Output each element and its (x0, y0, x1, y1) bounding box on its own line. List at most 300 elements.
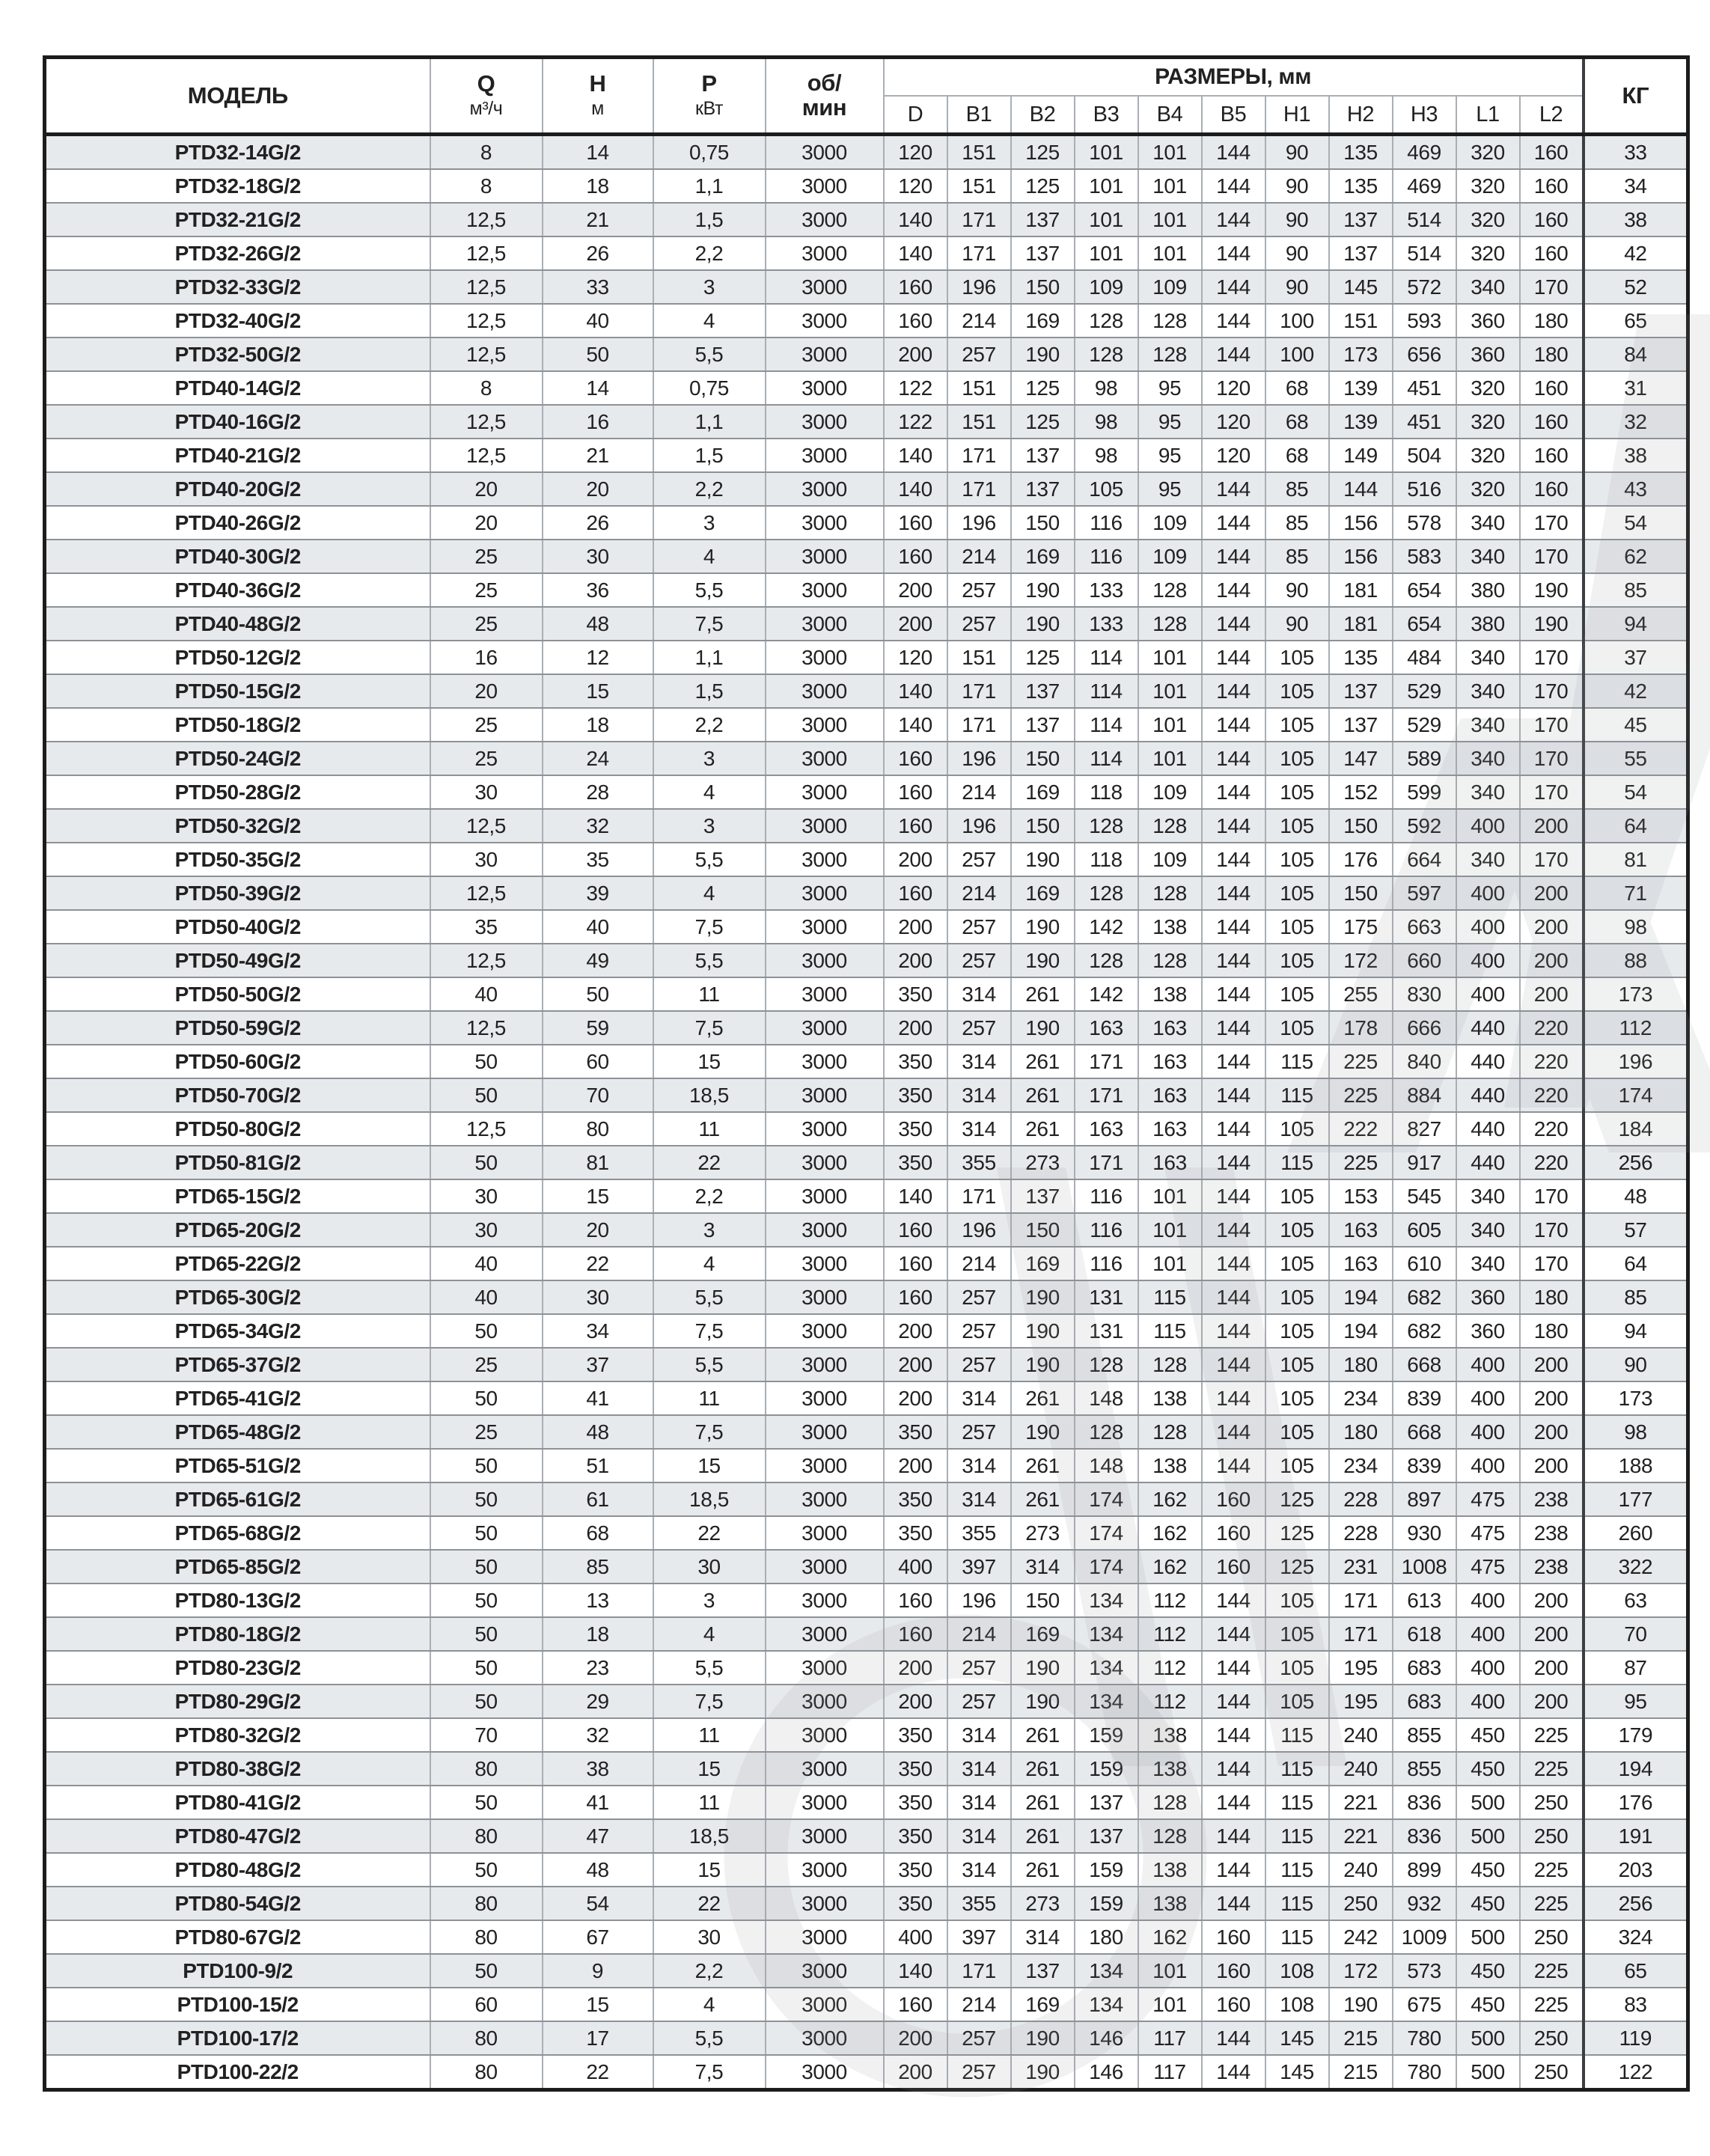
table-body (45, 135, 1688, 2090)
dim-b5-cell: 144 (1202, 1146, 1265, 1179)
dim-d-cell: 140 (884, 472, 947, 506)
kg-cell: 179 (1584, 1718, 1688, 1752)
rpm-cell: 3000 (766, 1550, 884, 1584)
dim-l1-cell: 320 (1456, 405, 1520, 439)
dim-b2-cell: 137 (1011, 708, 1075, 742)
model-cell: PTD32-14G/2 (45, 135, 430, 170)
q-cell: 25 (430, 573, 543, 607)
dim-l2-cell: 250 (1520, 1819, 1584, 1853)
dim-h3-cell: 666 (1393, 1011, 1456, 1045)
q-cell: 12,5 (430, 270, 543, 304)
dim-d-cell: 200 (884, 1449, 947, 1482)
dim-b4-cell: 138 (1138, 1381, 1202, 1415)
dim-l2-cell: 250 (1520, 2021, 1584, 2055)
dim-l2-cell: 200 (1520, 1651, 1584, 1685)
p-cell: 11 (653, 977, 766, 1011)
kg-cell: 48 (1584, 1179, 1688, 1213)
table-row (45, 1314, 1688, 1348)
dim-h1-cell: 90 (1265, 270, 1329, 304)
dim-b2-cell: 261 (1011, 1112, 1075, 1146)
dim-h2-cell: 234 (1329, 1381, 1393, 1415)
dim-l2-cell: 200 (1520, 876, 1584, 910)
dim-h1-cell: 108 (1265, 1988, 1329, 2021)
table-row (45, 809, 1688, 843)
column-header-b1: B1 (947, 96, 1011, 135)
dim-h2-cell: 250 (1329, 1887, 1393, 1920)
dim-b2-cell: 190 (1011, 910, 1075, 944)
model-cell: PTD40-26G/2 (45, 506, 430, 540)
table-row (45, 1853, 1688, 1887)
dim-h3-cell: 597 (1393, 876, 1456, 910)
dim-h1-cell: 105 (1265, 1213, 1329, 1247)
dim-b5-cell: 160 (1202, 1988, 1265, 2021)
q-label: Q (477, 70, 495, 97)
q-cell: 50 (430, 1584, 543, 1617)
dim-h2-cell: 152 (1329, 775, 1393, 809)
dim-b3-cell: 114 (1075, 641, 1138, 674)
dim-b5-cell: 144 (1202, 1718, 1265, 1752)
dim-b3-cell: 128 (1075, 876, 1138, 910)
q-cell: 50 (430, 1516, 543, 1550)
dim-b1-cell: 171 (947, 439, 1011, 472)
kg-cell: 42 (1584, 236, 1688, 270)
dim-d-cell: 160 (884, 304, 947, 338)
dim-h1-cell: 105 (1265, 742, 1329, 775)
h-cell: 67 (543, 1920, 653, 1954)
column-header-b3: B3 (1075, 96, 1138, 135)
h-cell: 50 (543, 338, 653, 371)
dim-h2-cell: 150 (1329, 809, 1393, 843)
h-cell: 15 (543, 674, 653, 708)
dim-b1-cell: 196 (947, 1213, 1011, 1247)
column-header-model: МОДЕЛЬ (45, 58, 430, 135)
p-cell: 11 (653, 1381, 766, 1415)
dim-h1-cell: 105 (1265, 1247, 1329, 1280)
dim-b3-cell: 142 (1075, 910, 1138, 944)
kg-cell: 65 (1584, 304, 1688, 338)
dim-b3-cell: 174 (1075, 1516, 1138, 1550)
rpm-cell: 3000 (766, 338, 884, 371)
dim-b4-cell: 109 (1138, 843, 1202, 876)
dim-h1-cell: 115 (1265, 1920, 1329, 1954)
dim-h3-cell: 1008 (1393, 1550, 1456, 1584)
h-cell: 18 (543, 708, 653, 742)
dim-d-cell: 200 (884, 1314, 947, 1348)
model-cell: PTD65-34G/2 (45, 1314, 430, 1348)
q-cell: 50 (430, 1853, 543, 1887)
dim-l2-cell: 170 (1520, 1179, 1584, 1213)
dim-l1-cell: 400 (1456, 977, 1520, 1011)
dim-l2-cell: 170 (1520, 641, 1584, 674)
h-cell: 12 (543, 641, 653, 674)
dim-h3-cell: 682 (1393, 1280, 1456, 1314)
kg-cell: 83 (1584, 1988, 1688, 2021)
dim-l2-cell: 170 (1520, 775, 1584, 809)
dim-b5-cell: 144 (1202, 1045, 1265, 1078)
h-label: Н (589, 70, 606, 97)
dim-d-cell: 200 (884, 2055, 947, 2090)
dim-l1-cell: 340 (1456, 270, 1520, 304)
rpm-cell: 3000 (766, 1819, 884, 1853)
dim-h2-cell: 255 (1329, 977, 1393, 1011)
rpm-cell: 3000 (766, 2055, 884, 2090)
dim-h3-cell: 592 (1393, 809, 1456, 843)
model-cell: PTD50-81G/2 (45, 1146, 430, 1179)
dim-b1-cell: 151 (947, 641, 1011, 674)
q-cell: 40 (430, 1280, 543, 1314)
dim-d-cell: 350 (884, 1718, 947, 1752)
dim-b5-cell: 144 (1202, 169, 1265, 203)
dim-d-cell: 160 (884, 809, 947, 843)
dim-l2-cell: 225 (1520, 1853, 1584, 1887)
rpm-cell: 3000 (766, 876, 884, 910)
model-cell: PTD80-41G/2 (45, 1786, 430, 1819)
dim-b2-cell: 169 (1011, 540, 1075, 573)
dim-h2-cell: 150 (1329, 876, 1393, 910)
dim-b2-cell: 125 (1011, 371, 1075, 405)
dim-h1-cell: 105 (1265, 977, 1329, 1011)
p-cell: 5,5 (653, 573, 766, 607)
dim-h1-cell: 125 (1265, 1516, 1329, 1550)
dim-l2-cell: 160 (1520, 169, 1584, 203)
dim-l2-cell: 225 (1520, 1887, 1584, 1920)
h-cell: 32 (543, 1718, 653, 1752)
dim-b5-cell: 144 (1202, 775, 1265, 809)
h-cell: 30 (543, 1280, 653, 1314)
p-cell: 1,5 (653, 674, 766, 708)
table-row (45, 203, 1688, 236)
q-cell: 50 (430, 1550, 543, 1584)
h-unit: м (591, 97, 604, 119)
dim-b2-cell: 190 (1011, 843, 1075, 876)
dim-b2-cell: 137 (1011, 674, 1075, 708)
dim-d-cell: 350 (884, 1078, 947, 1112)
dim-b4-cell: 162 (1138, 1920, 1202, 1954)
q-cell: 50 (430, 1078, 543, 1112)
table-row (45, 1381, 1688, 1415)
dim-h3-cell: 572 (1393, 270, 1456, 304)
dim-b1-cell: 257 (947, 1011, 1011, 1045)
h-cell: 18 (543, 1617, 653, 1651)
h-cell: 33 (543, 270, 653, 304)
rpm-cell: 3000 (766, 1988, 884, 2021)
dim-h2-cell: 240 (1329, 1752, 1393, 1786)
h-cell: 41 (543, 1381, 653, 1415)
dim-b3-cell: 171 (1075, 1146, 1138, 1179)
table-row (45, 405, 1688, 439)
dim-b2-cell: 150 (1011, 742, 1075, 775)
dim-h2-cell: 231 (1329, 1550, 1393, 1584)
table-row (45, 338, 1688, 371)
dim-h1-cell: 90 (1265, 135, 1329, 170)
dim-b2-cell: 150 (1011, 1584, 1075, 1617)
dim-h1-cell: 105 (1265, 708, 1329, 742)
model-cell: PTD50-49G/2 (45, 944, 430, 977)
q-cell: 80 (430, 1920, 543, 1954)
dim-b1-cell: 257 (947, 338, 1011, 371)
dim-h1-cell: 90 (1265, 203, 1329, 236)
dim-l1-cell: 360 (1456, 304, 1520, 338)
rpm-cell: 3000 (766, 472, 884, 506)
dim-b5-cell: 144 (1202, 809, 1265, 843)
dim-h2-cell: 149 (1329, 439, 1393, 472)
h-cell: 68 (543, 1516, 653, 1550)
dim-l1-cell: 340 (1456, 843, 1520, 876)
h-cell: 81 (543, 1146, 653, 1179)
dim-b5-cell: 144 (1202, 1449, 1265, 1482)
table-row (45, 1651, 1688, 1685)
model-cell: PTD80-13G/2 (45, 1584, 430, 1617)
h-cell: 14 (543, 135, 653, 170)
dim-l1-cell: 500 (1456, 2055, 1520, 2090)
dim-l1-cell: 380 (1456, 573, 1520, 607)
p-label: Р (701, 70, 717, 97)
dim-b4-cell: 163 (1138, 1112, 1202, 1146)
dim-l2-cell: 170 (1520, 1213, 1584, 1247)
dim-l2-cell: 170 (1520, 540, 1584, 573)
dim-b4-cell: 112 (1138, 1651, 1202, 1685)
kg-cell: 54 (1584, 775, 1688, 809)
model-cell: PTD50-28G/2 (45, 775, 430, 809)
column-header-rpm (766, 58, 884, 135)
p-cell: 22 (653, 1887, 766, 1920)
model-cell: PTD50-32G/2 (45, 809, 430, 843)
dim-b4-cell: 101 (1138, 135, 1202, 170)
dim-h2-cell: 180 (1329, 1348, 1393, 1381)
dim-b5-cell: 144 (1202, 1752, 1265, 1786)
column-header-l2: L2 (1520, 96, 1584, 135)
p-unit: кВт (694, 97, 724, 119)
dim-b5-cell: 120 (1202, 405, 1265, 439)
rpm-cell: 3000 (766, 203, 884, 236)
dim-h1-cell: 115 (1265, 1819, 1329, 1853)
dim-b4-cell: 128 (1138, 1415, 1202, 1449)
dim-b3-cell: 159 (1075, 1887, 1138, 1920)
dim-b5-cell: 144 (1202, 1786, 1265, 1819)
dim-h2-cell: 173 (1329, 338, 1393, 371)
dim-b4-cell: 117 (1138, 2021, 1202, 2055)
dim-b1-cell: 196 (947, 506, 1011, 540)
dim-b3-cell: 116 (1075, 540, 1138, 573)
table-row (45, 236, 1688, 270)
p-cell: 3 (653, 1584, 766, 1617)
q-cell: 25 (430, 1415, 543, 1449)
q-cell: 8 (430, 169, 543, 203)
dim-b1-cell: 314 (947, 1381, 1011, 1415)
dim-b3-cell: 134 (1075, 1617, 1138, 1651)
h-cell: 22 (543, 1247, 653, 1280)
dim-b5-cell: 160 (1202, 1516, 1265, 1550)
dim-b2-cell: 273 (1011, 1887, 1075, 1920)
model-cell: PTD65-61G/2 (45, 1482, 430, 1516)
model-cell: PTD50-18G/2 (45, 708, 430, 742)
dim-h1-cell: 105 (1265, 1415, 1329, 1449)
rpm-cell: 3000 (766, 1179, 884, 1213)
dim-l1-cell: 440 (1456, 1112, 1520, 1146)
dim-b5-cell: 144 (1202, 944, 1265, 977)
dim-h1-cell: 105 (1265, 641, 1329, 674)
dim-h3-cell: 780 (1393, 2055, 1456, 2090)
dim-h3-cell: 683 (1393, 1685, 1456, 1718)
table-row (45, 1415, 1688, 1449)
dim-b1-cell: 257 (947, 573, 1011, 607)
p-cell: 15 (653, 1449, 766, 1482)
dim-h3-cell: 683 (1393, 1651, 1456, 1685)
dim-h2-cell: 151 (1329, 304, 1393, 338)
dim-b2-cell: 190 (1011, 1685, 1075, 1718)
dim-b5-cell: 144 (1202, 742, 1265, 775)
dim-d-cell: 140 (884, 203, 947, 236)
dim-b2-cell: 150 (1011, 270, 1075, 304)
dim-b2-cell: 190 (1011, 1314, 1075, 1348)
dim-b1-cell: 314 (947, 1112, 1011, 1146)
dim-h2-cell: 144 (1329, 472, 1393, 506)
table-row (45, 472, 1688, 506)
dim-h3-cell: 1009 (1393, 1920, 1456, 1954)
kg-cell: 38 (1584, 203, 1688, 236)
dim-b4-cell: 138 (1138, 1752, 1202, 1786)
dim-d-cell: 200 (884, 607, 947, 641)
dim-h3-cell: 654 (1393, 607, 1456, 641)
dim-b3-cell: 180 (1075, 1920, 1138, 1954)
dim-d-cell: 160 (884, 1213, 947, 1247)
column-header-kg: КГ (1584, 58, 1688, 135)
dim-b5-cell: 120 (1202, 371, 1265, 405)
dim-b4-cell: 128 (1138, 809, 1202, 843)
dim-b1-cell: 214 (947, 775, 1011, 809)
kg-cell: 119 (1584, 2021, 1688, 2055)
p-cell: 4 (653, 1988, 766, 2021)
h-cell: 21 (543, 439, 653, 472)
dim-b3-cell: 163 (1075, 1112, 1138, 1146)
dim-b5-cell: 144 (1202, 304, 1265, 338)
p-cell: 18,5 (653, 1819, 766, 1853)
dim-h3-cell: 884 (1393, 1078, 1456, 1112)
h-cell: 61 (543, 1482, 653, 1516)
dim-b2-cell: 261 (1011, 1819, 1075, 1853)
dim-h2-cell: 163 (1329, 1247, 1393, 1280)
dim-b1-cell: 171 (947, 708, 1011, 742)
dim-b3-cell: 109 (1075, 270, 1138, 304)
dim-b3-cell: 116 (1075, 1213, 1138, 1247)
q-cell: 16 (430, 641, 543, 674)
dim-b5-cell: 144 (1202, 573, 1265, 607)
q-cell: 70 (430, 1718, 543, 1752)
dim-h1-cell: 115 (1265, 1045, 1329, 1078)
dim-b1-cell: 151 (947, 135, 1011, 170)
dim-h3-cell: 855 (1393, 1752, 1456, 1786)
q-cell: 25 (430, 540, 543, 573)
dim-b1-cell: 257 (947, 843, 1011, 876)
table-row (45, 1179, 1688, 1213)
dim-h3-cell: 605 (1393, 1213, 1456, 1247)
h-cell: 48 (543, 607, 653, 641)
kg-cell: 88 (1584, 944, 1688, 977)
dim-b1-cell: 314 (947, 977, 1011, 1011)
table-row (45, 506, 1688, 540)
model-cell: PTD80-38G/2 (45, 1752, 430, 1786)
dim-b1-cell: 314 (947, 1718, 1011, 1752)
column-header-h3: H3 (1393, 96, 1456, 135)
dim-b5-cell: 144 (1202, 1179, 1265, 1213)
dim-h1-cell: 105 (1265, 674, 1329, 708)
dim-l2-cell: 160 (1520, 203, 1584, 236)
dim-l1-cell: 360 (1456, 338, 1520, 371)
kg-cell: 85 (1584, 573, 1688, 607)
dim-l2-cell: 170 (1520, 742, 1584, 775)
dim-b5-cell: 144 (1202, 135, 1265, 170)
dim-h3-cell: 504 (1393, 439, 1456, 472)
rpm-cell: 3000 (766, 1314, 884, 1348)
rpm-cell: 3000 (766, 674, 884, 708)
dim-b3-cell: 163 (1075, 1011, 1138, 1045)
p-cell: 22 (653, 1146, 766, 1179)
kg-cell: 42 (1584, 674, 1688, 708)
dim-b3-cell: 134 (1075, 1584, 1138, 1617)
dim-b2-cell: 190 (1011, 2021, 1075, 2055)
q-cell: 80 (430, 1752, 543, 1786)
dim-h2-cell: 156 (1329, 540, 1393, 573)
dim-d-cell: 350 (884, 1516, 947, 1550)
p-cell: 30 (653, 1920, 766, 1954)
kg-cell: 52 (1584, 270, 1688, 304)
dim-b3-cell: 171 (1075, 1078, 1138, 1112)
dim-l2-cell: 220 (1520, 1078, 1584, 1112)
rpm-cell: 3000 (766, 135, 884, 170)
dim-h1-cell: 105 (1265, 809, 1329, 843)
dim-b2-cell: 150 (1011, 1213, 1075, 1247)
dim-l2-cell: 220 (1520, 1112, 1584, 1146)
kg-cell: 95 (1584, 1685, 1688, 1718)
dim-h1-cell: 105 (1265, 1112, 1329, 1146)
h-cell: 51 (543, 1449, 653, 1482)
dim-h2-cell: 181 (1329, 607, 1393, 641)
q-cell: 30 (430, 843, 543, 876)
dim-b4-cell: 128 (1138, 573, 1202, 607)
dim-h1-cell: 108 (1265, 1954, 1329, 1988)
dim-l1-cell: 440 (1456, 1078, 1520, 1112)
dim-h3-cell: 545 (1393, 1179, 1456, 1213)
dim-l2-cell: 160 (1520, 472, 1584, 506)
dim-b3-cell: 146 (1075, 2055, 1138, 2090)
rpm-cell: 3000 (766, 1887, 884, 1920)
q-cell: 30 (430, 1213, 543, 1247)
dim-h1-cell: 90 (1265, 573, 1329, 607)
p-cell: 4 (653, 304, 766, 338)
table-row (45, 1617, 1688, 1651)
dim-b2-cell: 314 (1011, 1550, 1075, 1584)
model-cell: PTD80-48G/2 (45, 1853, 430, 1887)
dim-d-cell: 350 (884, 1853, 947, 1887)
dim-b4-cell: 112 (1138, 1685, 1202, 1718)
kg-cell: 176 (1584, 1786, 1688, 1819)
h-cell: 37 (543, 1348, 653, 1381)
dim-b5-cell: 160 (1202, 1550, 1265, 1584)
rpm-cell: 3000 (766, 1920, 884, 1954)
dim-b4-cell: 128 (1138, 1786, 1202, 1819)
h-cell: 26 (543, 236, 653, 270)
h-cell: 50 (543, 977, 653, 1011)
kg-cell: 55 (1584, 742, 1688, 775)
table-row (45, 1718, 1688, 1752)
p-cell: 1,5 (653, 439, 766, 472)
table-row (45, 540, 1688, 573)
dim-d-cell: 160 (884, 270, 947, 304)
q-cell: 30 (430, 1179, 543, 1213)
rpm-cell: 3000 (766, 977, 884, 1011)
dim-h1-cell: 105 (1265, 944, 1329, 977)
dim-b5-cell: 144 (1202, 1011, 1265, 1045)
